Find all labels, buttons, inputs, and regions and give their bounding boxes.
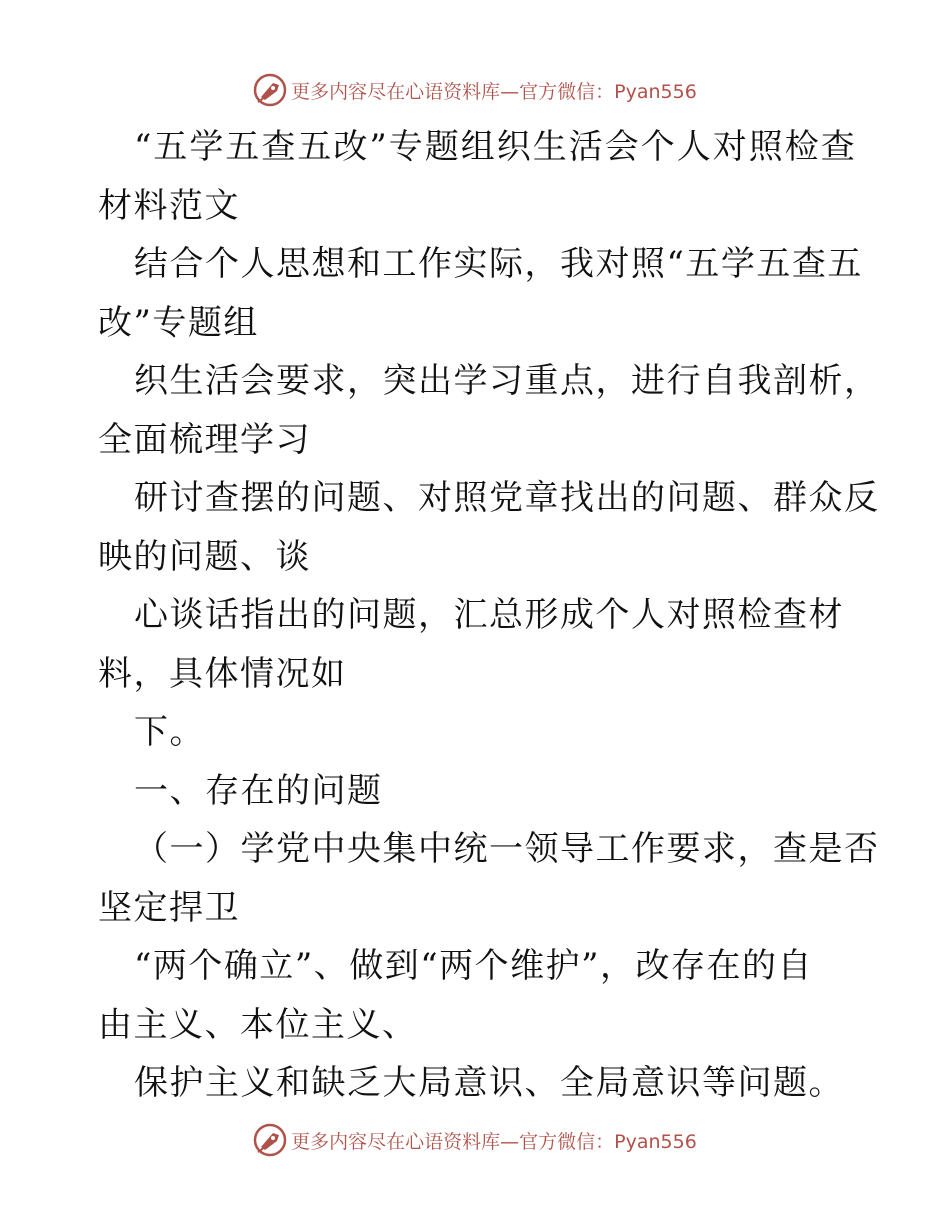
footer-banner: [0, 1120, 950, 1160]
footer-banner-text: 更多内容尽在心语资料库—官方微信：Pyan556: [291, 1130, 697, 1153]
header-banner: [0, 70, 950, 110]
subsection-heading-line: （一）学党中央集中统一领导工作要求，查是否: [134, 829, 880, 869]
paragraph-line: 结合个人思想和工作实际，我对照“五学五查五: [134, 244, 863, 284]
doc-title-line-2: 材料范文: [98, 185, 240, 226]
paragraph-line: 改”专题组: [98, 302, 259, 343]
paragraph-line: 研讨查摆的问题、对照党章找出的问题、群众反: [134, 478, 880, 518]
document-body: [98, 118, 880, 1113]
subsection-heading-line: 坚定捍卫: [98, 887, 240, 928]
paragraph-line: “两个确立”、做到“两个维护”，改存在的自: [134, 946, 814, 986]
doc-title-line-1: “五学五查五改”专题组织生活会个人对照检查: [134, 127, 857, 167]
section-heading: 一、存在的问题: [134, 770, 383, 811]
pen-nib-logo-icon: [253, 73, 287, 107]
header-banner-text: 更多内容尽在心语资料库—官方微信：Pyan556: [291, 80, 697, 103]
paragraph-line: 心谈话指出的问题，汇总形成个人对照检查材: [134, 595, 844, 635]
paragraph-line: 织生活会要求，突出学习重点，进行自我剖析，: [134, 361, 880, 401]
paragraph-line: 由主义、本位主义、: [98, 1004, 418, 1045]
paragraph-line: 料，具体情况如: [98, 653, 347, 694]
pen-nib-logo-icon: [253, 1123, 287, 1157]
paragraph-line: 映的问题、谈: [98, 536, 311, 577]
paragraph-line: 保护主义和缺乏大局意识、全局意识等问题。: [134, 1063, 844, 1103]
paragraph-line: 全面梳理学习: [98, 419, 311, 460]
paragraph-line: 下。: [134, 712, 205, 752]
